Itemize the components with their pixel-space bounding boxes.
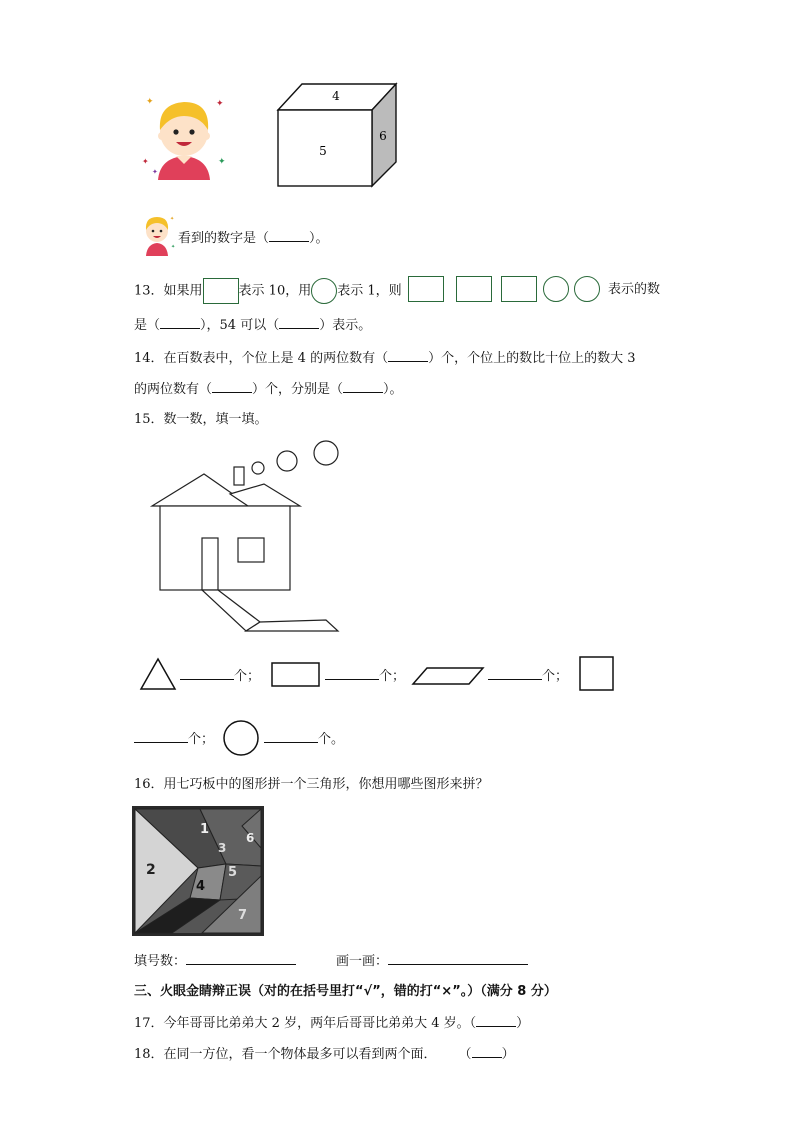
question-17 — [134, 1014, 529, 1033]
tangram-label-3: 3 — [218, 841, 227, 855]
q14-blank-2[interactable] — [212, 380, 252, 393]
question-13-line1 — [134, 278, 402, 304]
triangle-blank[interactable] — [180, 667, 234, 680]
q18-blank[interactable] — [472, 1045, 502, 1058]
q17-blank[interactable] — [476, 1014, 516, 1027]
cube-side-number: 6 — [379, 129, 387, 143]
q14-line2c: ）。 — [383, 382, 403, 397]
q16-draw-line — [336, 952, 528, 971]
one-circle-icon — [574, 276, 600, 302]
tangram-label-7: 7 — [238, 908, 248, 923]
rectangle-count — [325, 667, 405, 686]
q14-blank-3[interactable] — [343, 380, 383, 393]
triangle-unit: 个； — [234, 669, 261, 684]
rectangle-blank[interactable] — [325, 667, 379, 680]
q13-part2: 表示 10，用 — [238, 283, 312, 299]
ten-box-icon — [203, 278, 239, 304]
svg-text:✦: ✦ — [171, 244, 176, 250]
svg-text:✦: ✦ — [218, 157, 226, 167]
square-blank[interactable] — [134, 730, 188, 743]
svg-text:✦: ✦ — [146, 97, 154, 107]
tangram-label-1: 1 — [200, 822, 210, 837]
triangle-count — [180, 667, 260, 686]
q13-blank-2[interactable] — [279, 316, 319, 329]
svg-text:✦: ✦ — [142, 157, 149, 166]
circle-icon — [222, 719, 260, 757]
q13-part3: 表示 1，则 — [337, 283, 402, 299]
question-18 — [134, 1045, 515, 1064]
q13-blank-1[interactable] — [160, 316, 200, 329]
q13-line2b: ），54 可以（ — [200, 318, 280, 333]
parallelogram-icon — [411, 666, 485, 686]
q14-blank-1[interactable] — [388, 349, 428, 362]
triangle-icon — [139, 657, 177, 691]
seen-blank[interactable] — [269, 229, 309, 242]
cube-top-number: 4 — [332, 89, 340, 103]
tangram-figure — [132, 806, 264, 936]
svg-text:✦: ✦ — [152, 168, 158, 176]
q16-fill-line — [134, 952, 296, 971]
one-circle-icon — [311, 278, 337, 304]
question-13-line2 — [134, 316, 371, 335]
tangram-label-6: 6 — [246, 831, 255, 845]
q16-fill-blank[interactable] — [186, 952, 296, 965]
q16-draw-label: 画一画： — [336, 954, 389, 969]
q14-line1a: 14．在百数表中，个位上是 4 的两位数有（ — [134, 351, 389, 366]
rectangle-icon — [271, 662, 321, 688]
q16-draw-blank[interactable] — [388, 952, 528, 965]
tangram-label-2: 2 — [146, 862, 156, 878]
q17-close: ） — [516, 1016, 530, 1031]
parallelogram-blank[interactable] — [488, 667, 542, 680]
q13-part1: 13．如果用 — [134, 283, 203, 299]
ten-box-icon — [408, 276, 444, 302]
q13-line2a: 是（ — [134, 318, 161, 333]
parallelogram-unit: 个； — [542, 669, 569, 684]
ten-box-icon — [501, 276, 537, 302]
q18-open: （ — [458, 1047, 472, 1062]
one-circle-icon — [543, 276, 569, 302]
section-3-title: 三、火眼金睛辩正误（对的在括号里打“√”，错的打“×”。）（满分 8 分） — [134, 984, 557, 999]
circle-blank[interactable] — [264, 730, 318, 743]
house-figure — [148, 436, 348, 636]
circle-count — [264, 730, 344, 749]
rectangle-unit: 个； — [379, 669, 406, 684]
q18-text: 18．在同一方位，看一个物体最多可以看到两个面． — [134, 1047, 437, 1062]
svg-text:✦: ✦ — [170, 216, 175, 222]
q16-fill-label: 填号数： — [134, 954, 187, 969]
seen-close: ）。 — [309, 231, 329, 246]
question-14-line2 — [134, 380, 403, 399]
cube-front-number: 5 — [319, 144, 327, 158]
square-count — [134, 730, 214, 749]
q17-text: 17．今年哥哥比弟弟大 2 岁，两年后哥哥比弟弟大 4 岁。（ — [134, 1016, 477, 1031]
svg-text:✦: ✦ — [216, 99, 224, 109]
parallelogram-count — [488, 667, 568, 686]
question-14-line1 — [134, 349, 635, 368]
cube-figure — [276, 82, 398, 190]
ten-box-icon — [456, 276, 492, 302]
tangram-label-4: 4 — [196, 879, 206, 894]
tangram-label-5: 5 — [228, 865, 238, 880]
q13-representation — [408, 276, 600, 304]
q14-line2a: 的两位数有（ — [134, 382, 213, 397]
q18-close: ） — [501, 1047, 515, 1062]
boy-small-icon — [138, 212, 178, 256]
square-unit: 个； — [188, 732, 215, 747]
boy-illustration — [140, 92, 230, 180]
question-16-title: 16．用七巧板中的图形拼一个三角形，你想用哪些图形来拼？ — [134, 777, 489, 792]
q14-line1b: ）个，个位上的数比十位上的数大 3 — [428, 351, 636, 366]
square-icon — [579, 656, 615, 692]
question-seen-number — [178, 229, 329, 248]
question-15-title: 15．数一数，填一填。 — [134, 412, 268, 427]
seen-text: 看到的数字是（ — [178, 231, 270, 246]
circle-unit: 个。 — [318, 732, 345, 747]
q14-line2b: ）个，分别是（ — [252, 382, 344, 397]
q13-line2c: ）表示。 — [319, 318, 372, 333]
q13-part4: 表示的数 — [608, 282, 661, 297]
